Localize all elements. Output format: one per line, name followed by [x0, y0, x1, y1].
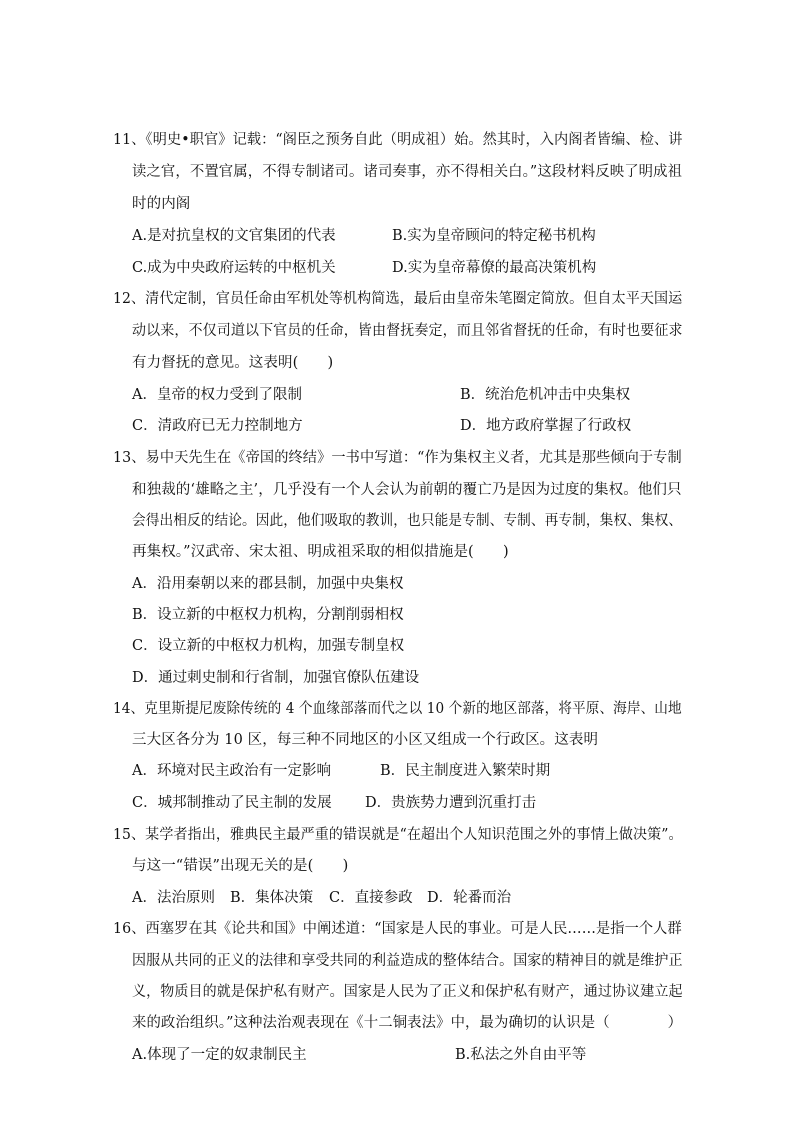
option-a: A.是对抗皇权的文官集团的代表: [132, 228, 336, 244]
question-text-line: 时的内阁: [132, 196, 191, 212]
option-b: B．设立新的中枢权力机构，分割削弱相权: [132, 607, 404, 623]
option-d: D．通过刺史制和行省制，加强官僚队伍建设: [132, 670, 420, 686]
question-text-line: 三大区各分为 10 区，每三种不同地区的小区又组成一个行政区。这表明: [132, 732, 599, 748]
option-a: A．法治原则: [132, 890, 215, 906]
question-text-line: 读之官，不置官属，不得专制诸司。诸司奏事，亦不得相关白。”这段材料反映了明成祖: [132, 164, 683, 180]
question-text-line: 12、清代定制，官员任命由军机处等机构简选，最后由皇帝朱笔圈定简放。但自太平天国运: [113, 291, 683, 307]
option-b: B．统治危机冲击中央集权: [460, 387, 631, 403]
question-text-line: 16、西塞罗在其《论共和国》中阐述道：“国家是人民的事业。可是人民……是指一个人群: [113, 921, 682, 937]
option-a: A．皇帝的权力受到了限制: [132, 387, 302, 403]
question-text-line: 有力督抚的意见。这表明( ): [132, 355, 334, 371]
option-a: A．环境对民主政治有一定影响: [132, 763, 331, 779]
question-text-line: 动以来，不仅司道以下官员的任命，皆由督抚奏定，而且邻省督抚的任命，有时也要征求: [132, 323, 683, 339]
option-b: B.实为皇帝顾问的特定秘书机构: [392, 228, 596, 244]
question-text-line: 和独裁的‘雄略之主’，几乎没有一个人会认为前朝的覆亡乃是因为过度的集权。他们只: [132, 482, 682, 498]
option-d: D．贵族势力遭到沉重打击: [365, 795, 537, 811]
question-text-line: 14、克里斯提尼废除传统的 4 个血缘部落而代之以 10 个新的地区部落，将平原、海岸、山地: [113, 701, 682, 717]
option-b: B．集体决策: [230, 890, 314, 906]
option-b: B．民主制度进入繁荣时期: [380, 763, 551, 779]
question-text-line: 11、《明史•职官》记载：“阁臣之预务自此（明成祖）始。然其时，入内阁者皆编、检、讲: [113, 132, 683, 148]
option-d: D．地方政府掌握了行政权: [460, 418, 632, 434]
question-text-line: 会得出相反的结论。因此，他们吸取的教训，也只能是专制、专制、再专制，集权、集权、: [132, 513, 683, 529]
option-c: C．设立新的中枢权力机构，加强专制皇权: [132, 638, 405, 654]
option-c: C．城邦制推动了民主制的发展: [132, 795, 332, 811]
question-text-line: 再集权。”汉武帝、宋太祖、明成祖采取的相似措施是( ): [132, 544, 509, 560]
question-text-line: 因服从共同的正义的法律和享受共同的利益造成的整体结合。国家的精神目的就是维护正: [132, 953, 683, 969]
question-text-line: 来的政治组织。”这种法治观表现在《十二铜表法》中，最为确切的认识是（ ）: [132, 1015, 683, 1031]
option-c: C．直接参政: [329, 890, 413, 906]
option-d: D.实为皇帝幕僚的最高决策机构: [392, 260, 597, 276]
question-text-line: 义，物质目的就是保护私有财产。国家是人民为了正义和保护私有财产，通过协议建立起: [132, 984, 683, 1000]
option-a: A.体现了一定的奴隶制民主: [132, 1047, 307, 1063]
option-d: D．轮番而治: [427, 890, 512, 906]
option-c: C．清政府已无力控制地方: [132, 418, 303, 434]
option-a: A．沿用秦朝以来的郡县制，加强中央集权: [132, 576, 404, 592]
option-c: C.成为中央政府运转的中枢机关: [132, 260, 336, 276]
option-b: B.私法之外自由平等: [455, 1047, 587, 1063]
question-text-line: 与这一“错误”出现无关的是( ): [132, 858, 349, 874]
question-text-line: 15、某学者指出，雅典民主最严重的错误就是“在超出个人知识范围之外的事情上做决策”。: [113, 827, 683, 843]
question-text-line: 13、易中天先生在《帝国的终结》一书中写道：“作为集权主义者，尤其是那些倾向于专制: [113, 450, 682, 466]
